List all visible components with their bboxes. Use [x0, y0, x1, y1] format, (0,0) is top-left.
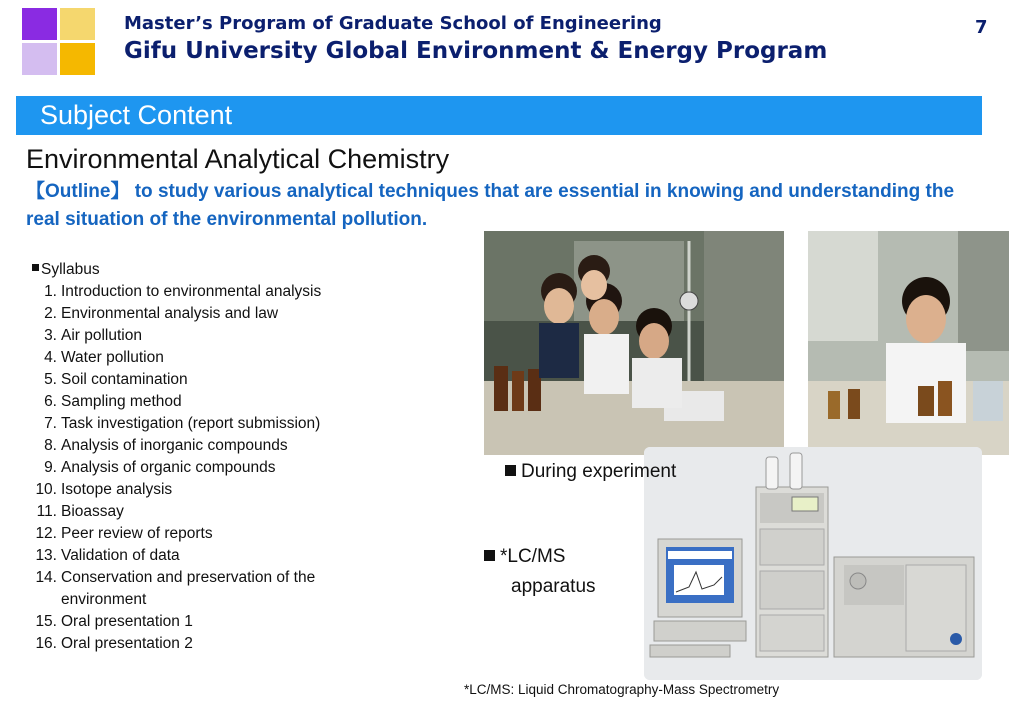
- syllabus-item: [32, 325, 321, 347]
- syllabus-item-text: Air pollution: [61, 327, 142, 344]
- section-banner: [16, 96, 982, 135]
- syllabus-item-number: 16.: [35, 635, 57, 652]
- syllabus-item-text: Validation of data: [61, 547, 180, 564]
- syllabus-item-text: Task investigation (report submission): [61, 415, 321, 432]
- syllabus-item-number: 15.: [35, 613, 57, 630]
- outline-label: 【Outline】: [26, 181, 130, 202]
- syllabus-item: [32, 523, 321, 545]
- syllabus-item-number: 5.: [44, 371, 57, 388]
- syllabus-item: [32, 369, 321, 391]
- syllabus-item-number: 4.: [44, 349, 57, 366]
- syllabus-item: [32, 633, 321, 655]
- syllabus-item-number: 14.: [35, 569, 57, 586]
- university-logo: [22, 8, 96, 76]
- syllabus-item-number: 3.: [44, 327, 57, 344]
- syllabus-item-text: Sampling method: [61, 393, 182, 410]
- syllabus-item-continuation: environment: [61, 591, 147, 608]
- syllabus-list: [32, 259, 321, 655]
- syllabus-item-number: 10.: [35, 481, 57, 498]
- syllabus-item-text: Introduction to environmental analysis: [61, 283, 322, 300]
- logo-square-lavender: [22, 43, 57, 75]
- syllabus-item-text: Analysis of inorganic compounds: [61, 437, 288, 454]
- syllabus-item: [32, 347, 321, 369]
- syllabus-item: [32, 457, 321, 479]
- syllabus-item-text: Conservation and preservation of the: [61, 569, 316, 586]
- page-number: 7: [975, 17, 988, 38]
- caption-lcms-line2: apparatus: [511, 576, 596, 597]
- syllabus-items: [32, 281, 321, 655]
- syllabus-item: [32, 391, 321, 413]
- syllabus-item: [32, 611, 321, 633]
- subject-title: Environmental Analytical Chemistry: [26, 144, 450, 174]
- syllabus-item-text: Peer review of reports: [61, 525, 213, 542]
- experiment-photo-researcher: [808, 231, 1009, 455]
- header-university-line: Gifu University Global Environment & Energy Program: [124, 38, 828, 64]
- lcms-apparatus-photo: [644, 447, 982, 680]
- square-bullet-icon: [32, 264, 39, 271]
- syllabus-item-text: Analysis of organic compounds: [61, 459, 276, 476]
- syllabus-item-number: 8.: [44, 437, 57, 454]
- syllabus-item-number: 2.: [44, 305, 57, 322]
- outline-paragraph: [26, 178, 986, 234]
- syllabus-item: [32, 479, 321, 501]
- caption-lcms: [484, 542, 596, 602]
- syllabus-item-number: 7.: [44, 415, 57, 432]
- syllabus-item: [32, 567, 321, 589]
- syllabus-item: [32, 281, 321, 303]
- syllabus-item: [32, 501, 321, 523]
- syllabus-item-text: Environmental analysis and law: [61, 305, 279, 322]
- lab-students-illustration: [484, 231, 784, 455]
- syllabus-item-text: Oral presentation 2: [61, 635, 193, 652]
- syllabus-item-text: Bioassay: [61, 503, 124, 520]
- logo-square-yellow: [60, 8, 95, 40]
- logo-square-orange: [60, 43, 95, 75]
- logo-square-purple: [22, 8, 57, 40]
- lcms-apparatus-illustration: [644, 447, 982, 680]
- syllabus-item: [32, 435, 321, 457]
- syllabus-item: [32, 545, 321, 567]
- syllabus-heading: Syllabus: [32, 259, 321, 281]
- syllabus-item: [32, 413, 321, 435]
- header-program-line: Master’s Program of Graduate School of Engineering: [124, 13, 662, 34]
- banner-title: Subject Content: [40, 100, 233, 130]
- caption-experiment: During experiment: [505, 461, 676, 483]
- syllabus-item-number: 11.: [36, 503, 57, 520]
- syllabus-item: [32, 303, 321, 325]
- syllabus-item-text: Water pollution: [61, 349, 164, 366]
- syllabus-item-number: 1.: [44, 283, 57, 300]
- syllabus-item-text: Soil contamination: [61, 371, 188, 388]
- syllabus-item-number: 6.: [44, 393, 57, 410]
- experiment-photo-students: [484, 231, 784, 455]
- syllabus-item-number: 9.: [44, 459, 57, 476]
- square-bullet-icon: [505, 465, 516, 476]
- outline-text: to study various analytical techniques that are essential in knowing and understanding the real situation of the environmental pollution.: [26, 181, 955, 230]
- syllabus-item-number: 13.: [35, 547, 57, 564]
- syllabus-item-text: Isotope analysis: [61, 481, 173, 498]
- lab-researcher-illustration: [808, 231, 1009, 455]
- syllabus-item-text: Oral presentation 1: [61, 613, 193, 630]
- syllabus-item-number: 12.: [35, 525, 57, 542]
- caption-lcms-line1: *LC/MS: [484, 546, 565, 567]
- square-bullet-icon: [484, 550, 495, 561]
- footnote: *LC/MS: Liquid Chromatography-Mass Spectrometry: [464, 682, 780, 697]
